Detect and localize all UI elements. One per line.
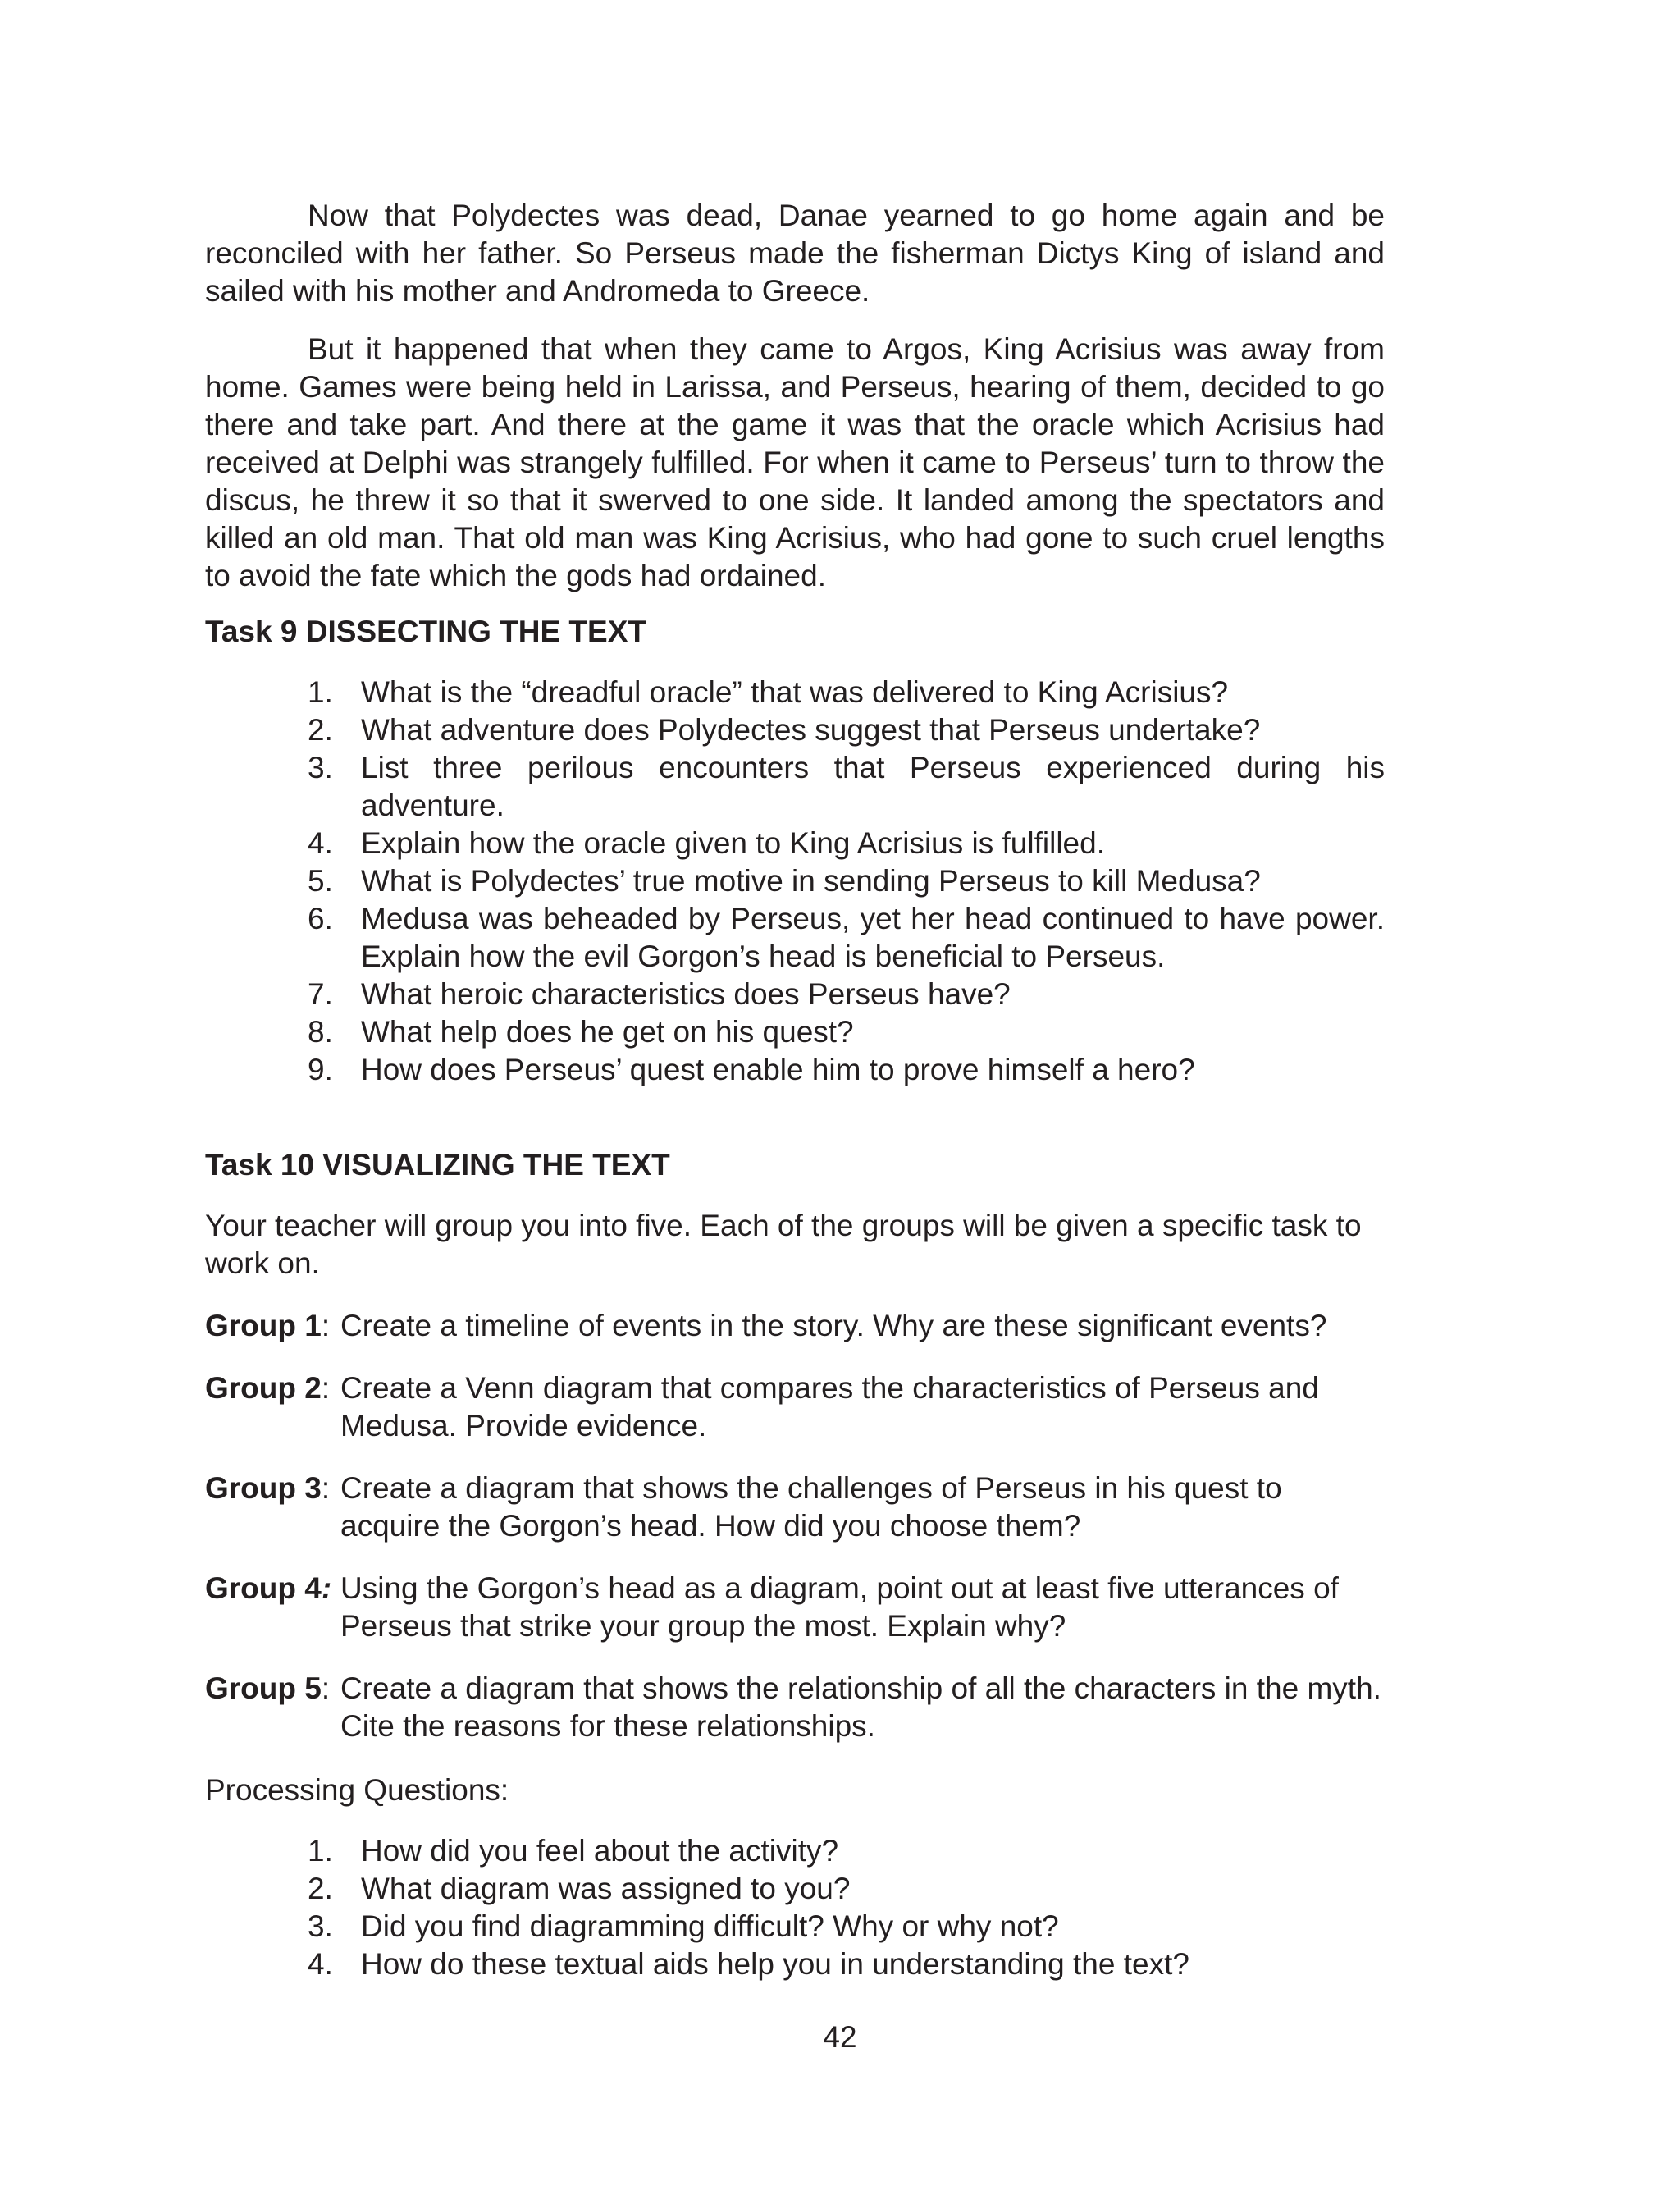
list-item: 8. What help does he get on his quest? [308, 1015, 854, 1049]
page-content [205, 197, 1385, 1983]
paragraph-1: Now that Polydectes was dead, Danae yearned to go home again and be reconciled with her father. So Perseus made the fisherman Dictys King of island and sailed with his mother and Andromeda to Greece. [205, 199, 1385, 308]
group-2-task: Group 2: Create a Venn diagram that compares the characteristics of Perseus and Medusa. Provide evidence. [205, 1371, 1319, 1442]
list-item: 3. List three perilous encounters that Perseus experienced during his adventure. [308, 751, 1385, 822]
list-item: 9. How does Perseus’ quest enable him to prove himself a hero? [308, 1053, 1195, 1086]
page-number: 42 [823, 2020, 857, 2054]
list-item: 2. What diagram was assigned to you? [308, 1872, 851, 1905]
list-item: 4. How do these textual aids help you in understanding the text? [308, 1947, 1189, 1981]
list-item: 5. What is Polydectes’ true motive in sending Perseus to kill Medusa? [308, 864, 1261, 898]
list-item: 4. Explain how the oracle given to King Acrisius is fulfilled. [308, 826, 1105, 860]
group-label: Group 1 [205, 1309, 322, 1342]
group-label: Group 4 [205, 1571, 322, 1605]
list-item: 7. What heroic characteristics does Perseus have? [308, 977, 1011, 1011]
group-text: Create a diagram that shows the relationship of all the characters in the myth. Cite the reasons for these relationships. [340, 1671, 1381, 1743]
group-text: Using the Gorgon’s head as a diagram, point out at least five utterances of Perseus that strike your group the most. Explain why? [340, 1571, 1339, 1643]
processing-question-list [205, 1832, 1385, 1983]
task10-heading: Task 10 VISUALIZING THE TEXT [205, 1148, 670, 1182]
task9-question-list [205, 674, 1385, 1089]
group-label: Group 3 [205, 1471, 322, 1505]
group-4-task: Group 4: Using the Gorgon’s head as a diagram, point out at least five utterances of Perseus that strike your group the most. Explain why? [205, 1571, 1339, 1643]
group-3-task: Group 3: Create a diagram that shows the challenges of Perseus in his quest to acquire the Gorgon’s head. How did you choose them? [205, 1471, 1282, 1543]
list-item: 1. What is the “dreadful oracle” that was delivered to King Acrisius? [308, 675, 1229, 709]
group-text: Create a diagram that shows the challenges of Perseus in his quest to acquire the Gorgon’s head. How did you choose them? [340, 1471, 1282, 1543]
paragraph-2: But it happened that when they came to Argos, King Acrisius was away from home. Games were being held in Larissa, and Perseus, hearing of them, decided to go there and take part. And there at the game it was that the oracle which Acrisius had received at Delphi was strangely fulfilled. For when it came to Perseus’ turn to throw the discus, he threw it so that it swerved to one side. It landed among the spectators and killed an old man. That old man was King Acrisius, who had gone to such cruel lengths to avoid the fate which the gods had ordained. [205, 332, 1385, 592]
task9-heading: Task 9 DISSECTING THE TEXT [205, 615, 646, 648]
group-label: Group 2 [205, 1371, 322, 1405]
group-1-task: Group 1: Create a timeline of events in the story. Why are these significant events? [205, 1309, 1327, 1342]
list-item: 2. What adventure does Polydectes suggest that Perseus undertake? [308, 713, 1261, 747]
task10-intro: Your teacher will group you into five. Each of the groups will be given a specific task to work on. [205, 1209, 1362, 1280]
group-label: Group 5 [205, 1671, 322, 1705]
group-text: Create a timeline of events in the story. Why are these significant events? [340, 1309, 1327, 1342]
list-item: 6. Medusa was beheaded by Perseus, yet her head continued to have power. Explain how the evil Gorgon’s head is beneficial to Perseus. [308, 902, 1385, 973]
list-item: 1. How did you feel about the activity? [308, 1834, 839, 1868]
group-text: Create a Venn diagram that compares the characteristics of Perseus and Medusa. Provide evidence. [340, 1371, 1319, 1442]
processing-questions-label: Processing Questions: [205, 1773, 509, 1807]
list-item: 3. Did you find diagramming difficult? Why or why not? [308, 1909, 1059, 1943]
group-5-task: Group 5: Create a diagram that shows the relationship of all the characters in the myth. Cite the reasons for these relationships. [205, 1671, 1381, 1743]
